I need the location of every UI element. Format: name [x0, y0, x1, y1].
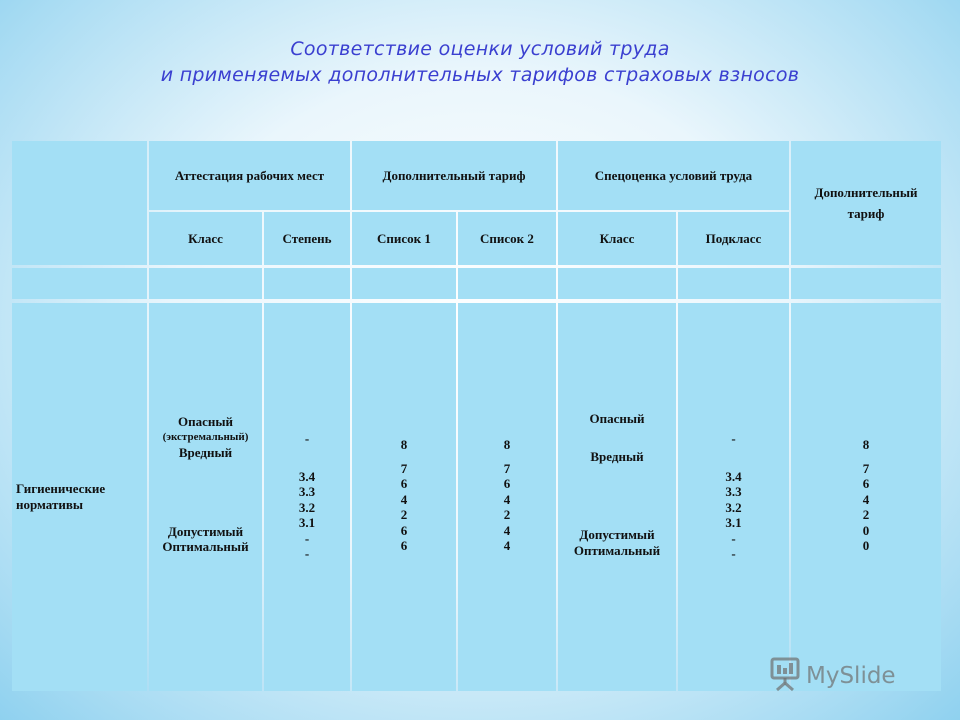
empty-cell — [12, 268, 147, 299]
subheader-class-2: Класс — [558, 212, 676, 265]
row-label-text: Гигиенические нормативы — [16, 481, 106, 512]
empty-cell — [791, 268, 941, 299]
header-additional-tariff-right — [791, 141, 941, 265]
list2-value: 4 — [503, 522, 511, 538]
degree-value: - — [304, 546, 310, 562]
empty-cell — [264, 268, 350, 299]
subclass-value: 3.2 — [725, 499, 742, 515]
class-acceptable: Допустимый — [167, 523, 244, 539]
sout-class-optimal: Оптимальный — [573, 542, 661, 558]
header-special-assessment: Спецоценка условий труда — [558, 141, 789, 210]
degree-value: 3.1 — [298, 515, 316, 531]
cell-sout-classes — [558, 303, 676, 691]
tariff-value: 4 — [862, 491, 870, 507]
cell-attestation-classes — [149, 303, 262, 691]
slide-title — [0, 36, 960, 88]
header-empty-corner — [12, 141, 147, 265]
empty-cell — [149, 268, 262, 299]
empty-cell — [558, 268, 676, 299]
class-harmful: Вредный — [178, 445, 233, 461]
tariff-value: 8 — [862, 437, 870, 453]
list1-value: 6 — [400, 476, 408, 492]
sout-class-harmful: Вредный — [590, 448, 644, 464]
subclass-value: 3.3 — [725, 484, 742, 500]
list2-value: 6 — [503, 476, 511, 492]
degree-value: 3.4 — [298, 468, 316, 484]
empty-cell — [678, 268, 789, 299]
degree-value: 3.2 — [298, 499, 316, 515]
presentation-board-icon — [768, 656, 802, 697]
sout-class-danger: Опасный — [589, 411, 645, 426]
list2-value: 7 — [503, 460, 511, 476]
subclass-value: - — [731, 546, 736, 562]
subclass-value: 3.1 — [725, 515, 742, 531]
degree-value: 3.3 — [298, 484, 316, 500]
header-additional-tariff: Дополнительный тариф — [352, 141, 556, 210]
list1-value: 8 — [400, 437, 408, 453]
cell-subclass-values — [678, 303, 789, 691]
tariff-value: 7 — [862, 460, 870, 476]
slide-title-line-2: и применяемых дополнительных тарифов страховых взносов — [160, 64, 800, 86]
list1-value: 7 — [400, 460, 408, 476]
degree-value: - — [304, 431, 310, 447]
cell-tariff-values — [791, 303, 941, 691]
empty-cell — [458, 268, 556, 299]
subclass-value: - — [731, 530, 736, 546]
list2-value: 4 — [503, 491, 511, 507]
tariff-value: 6 — [862, 476, 870, 492]
list1-value: 4 — [400, 491, 408, 507]
subheader-subclass: Подкласс — [678, 212, 789, 265]
empty-cell — [352, 268, 456, 299]
watermark-text: MySlide — [806, 663, 896, 689]
class-optimal: Оптимальный — [162, 539, 249, 555]
list2-value: 2 — [503, 507, 511, 523]
myslide-watermark — [768, 656, 928, 696]
header-additional-tariff-right-text: Дополнительный тариф — [814, 185, 918, 221]
cell-degree-values — [264, 303, 350, 691]
subclass-value: - — [731, 431, 736, 447]
class-extreme: (экстремальный) — [162, 430, 249, 443]
cell-list1-values — [352, 303, 456, 691]
subheader-class: Класс — [149, 212, 262, 265]
header-attestation: Аттестация рабочих мест — [149, 141, 350, 210]
sout-class-acceptable: Допустимый — [579, 527, 655, 542]
subheader-list-2: Список 2 — [458, 212, 556, 265]
degree-value: - — [304, 530, 310, 546]
tariff-value: 0 — [862, 538, 870, 554]
slide-title-line-1: Соответствие оценки условий труда — [290, 38, 670, 60]
tariff-value: 2 — [862, 507, 870, 523]
subheader-list-1: Список 1 — [352, 212, 456, 265]
class-danger: Опасный — [177, 414, 233, 430]
row-label-hygienic-standards — [12, 303, 147, 691]
cell-list2-values — [458, 303, 556, 691]
list1-value: 6 — [400, 522, 408, 538]
list1-value: 2 — [400, 507, 408, 523]
subheader-degree: Степень — [264, 212, 350, 265]
list2-value: 8 — [503, 437, 511, 453]
list2-value: 4 — [503, 538, 511, 554]
list1-value: 6 — [400, 538, 408, 554]
tariff-value: 0 — [862, 522, 870, 538]
subclass-value: 3.4 — [725, 468, 742, 484]
